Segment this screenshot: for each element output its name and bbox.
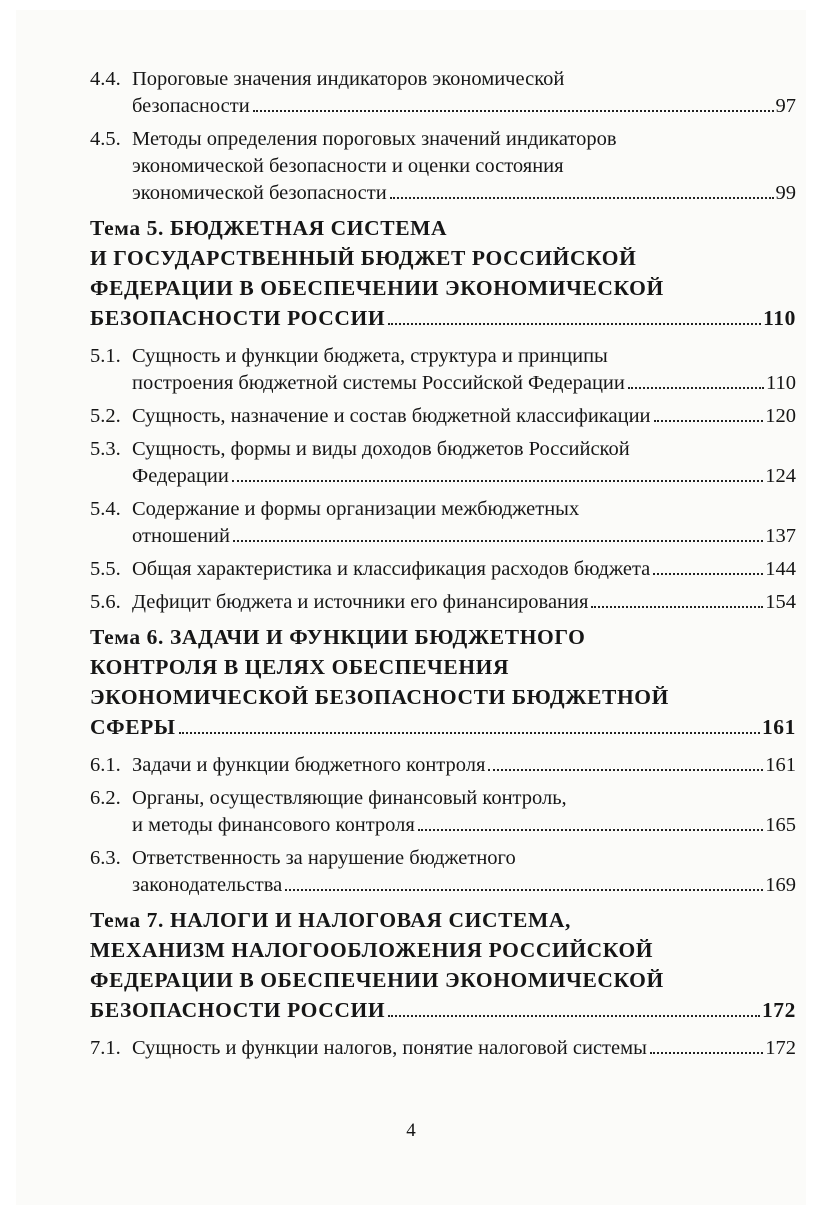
section-number: 5.3. xyxy=(90,438,121,460)
toc-topic xyxy=(90,905,796,1025)
section-title-text: и методы финансового контроля xyxy=(132,814,415,836)
toc-line xyxy=(90,343,796,370)
section-number: 6.2. xyxy=(90,787,121,809)
topic-title-text: КОНТРОЛЯ В ЦЕЛЯХ ОБЕСПЕЧЕНИЯ xyxy=(90,655,510,679)
page-ref: 97 xyxy=(775,95,796,117)
topic-title-text: МЕХАНИЗМ НАЛОГООБЛОЖЕНИЯ РОССИЙСКОЙ xyxy=(90,938,654,962)
toc-line xyxy=(90,845,796,872)
toc-subsection xyxy=(90,126,796,207)
toc-line xyxy=(90,556,796,583)
toc-line xyxy=(90,752,796,779)
section-title-text: Общая характеристика и классификация расходов бюджета xyxy=(132,558,651,580)
section-number: 6.1. xyxy=(90,754,121,776)
page-ref: 124 xyxy=(765,465,796,487)
toc-subsection xyxy=(90,556,796,583)
book-page xyxy=(16,10,806,1205)
section-title-text: экономической безопасности xyxy=(132,182,387,204)
dot-leader xyxy=(388,1015,760,1017)
dot-leader xyxy=(591,606,763,608)
toc-subsection xyxy=(90,785,796,839)
section-number: 4.5. xyxy=(90,128,121,150)
dot-leader xyxy=(653,573,763,575)
section-number: 5.2. xyxy=(90,405,121,427)
toc-topic xyxy=(90,622,796,742)
toc-line xyxy=(90,785,796,812)
section-number: 6.3. xyxy=(90,847,121,869)
section-title-text: Содержание и формы организации межбюджетных xyxy=(132,498,580,520)
toc-subsection xyxy=(90,589,796,616)
section-title-text: законодательства xyxy=(132,874,283,896)
section-title-text: Пороговые значения индикаторов экономической xyxy=(132,68,565,90)
section-title-text: Сущность и функции бюджета, структура и принципы xyxy=(132,345,608,367)
topic-title-text: БЕЗОПАСНОСТИ РОССИИ xyxy=(90,306,386,330)
topic-title-text: И ГОСУДАРСТВЕННЫЙ БЮДЖЕТ РОССИЙСКОЙ xyxy=(90,246,637,270)
section-number: 7.1. xyxy=(90,1037,121,1059)
toc-line xyxy=(90,213,796,243)
toc-line xyxy=(90,370,796,397)
topic-title-text: Тема 5. БЮДЖЕТНАЯ СИСТЕМА xyxy=(90,216,448,240)
toc-line xyxy=(90,589,796,616)
section-number: 5.6. xyxy=(90,591,121,613)
topic-title-text: ФЕДЕРАЦИИ В ОБЕСПЕЧЕНИИ ЭКОНОМИЧЕСКОЙ xyxy=(90,276,664,300)
toc-line xyxy=(90,622,796,652)
toc-line xyxy=(90,403,796,430)
toc-subsection xyxy=(90,752,796,779)
toc-line xyxy=(90,93,796,120)
section-title-text: Задачи и функции бюджетного контроля xyxy=(132,754,486,776)
topic-title-text: Тема 6. ЗАДАЧИ И ФУНКЦИИ БЮДЖЕТНОГО xyxy=(90,625,586,649)
toc-line xyxy=(90,682,796,712)
dot-leader xyxy=(488,769,763,771)
toc-line xyxy=(90,652,796,682)
section-title-text: Сущность, формы и виды доходов бюджетов Российской xyxy=(132,438,630,460)
page-ref: 144 xyxy=(765,558,796,580)
section-number: 5.5. xyxy=(90,558,121,580)
toc-line xyxy=(90,523,796,550)
toc-line xyxy=(90,303,796,333)
page-ref: 172 xyxy=(761,998,796,1022)
page-ref: 110 xyxy=(763,306,796,330)
toc-line xyxy=(90,243,796,273)
page-ref: 172 xyxy=(765,1037,796,1059)
toc-line xyxy=(90,905,796,935)
toc-line xyxy=(90,496,796,523)
topic-title-text: Тема 7. НАЛОГИ И НАЛОГОВАЯ СИСТЕМА, xyxy=(90,908,571,932)
toc-line xyxy=(90,66,796,93)
section-number: 5.1. xyxy=(90,345,121,367)
dot-leader xyxy=(179,732,760,734)
toc-line xyxy=(90,180,796,207)
toc-subsection xyxy=(90,343,796,397)
toc-line xyxy=(90,812,796,839)
dot-leader xyxy=(233,540,763,542)
page-number: 4 xyxy=(406,1120,416,1141)
topic-title-text: СФЕРЫ xyxy=(90,715,176,739)
page-ref: 120 xyxy=(765,405,796,427)
section-title-text: Органы, осуществляющие финансовый контроль, xyxy=(132,787,567,809)
dot-leader xyxy=(253,110,774,112)
section-title-text: построения бюджетной системы Российской Федерации xyxy=(132,372,625,394)
dot-leader xyxy=(390,197,774,199)
toc-subsection xyxy=(90,436,796,490)
page-ref: 110 xyxy=(766,372,796,394)
toc-subsection xyxy=(90,845,796,899)
toc-line xyxy=(90,712,796,742)
toc-line xyxy=(90,126,796,153)
dot-leader xyxy=(654,420,764,422)
dot-leader xyxy=(418,829,763,831)
dot-leader xyxy=(650,1052,763,1054)
page-ref: 169 xyxy=(765,874,796,896)
toc-line xyxy=(90,153,796,180)
toc-line xyxy=(90,872,796,899)
toc-line xyxy=(90,463,796,490)
section-title-text: Федерации xyxy=(132,465,229,487)
section-title-text: Сущность, назначение и состав бюджетной классификации xyxy=(132,405,651,427)
toc-subsection xyxy=(90,496,796,550)
section-title-text: безопасности xyxy=(132,95,250,117)
section-number: 4.4. xyxy=(90,68,121,90)
topic-title-text: БЕЗОПАСНОСТИ РОССИИ xyxy=(90,998,386,1022)
page-ref: 165 xyxy=(765,814,796,836)
toc-line xyxy=(90,995,796,1025)
topic-title-text: ФЕДЕРАЦИИ В ОБЕСПЕЧЕНИИ ЭКОНОМИЧЕСКОЙ xyxy=(90,968,664,992)
section-title-text: Методы определения пороговых значений индикаторов xyxy=(132,128,617,150)
toc-subsection xyxy=(90,403,796,430)
section-title-text: отношений xyxy=(132,525,230,547)
toc-line xyxy=(90,273,796,303)
dot-leader xyxy=(628,387,764,389)
page-ref: 161 xyxy=(761,715,796,739)
toc-line xyxy=(90,935,796,965)
section-title-text: экономической безопасности и оценки состояния xyxy=(132,155,564,177)
page-ref: 137 xyxy=(765,525,796,547)
dot-leader xyxy=(232,480,763,482)
page-ref: 154 xyxy=(765,591,796,613)
toc-line xyxy=(90,965,796,995)
page-ref: 99 xyxy=(775,182,796,204)
section-title-text: Дефицит бюджета и источники его финансирования xyxy=(132,591,589,613)
topic-title-text: ЭКОНОМИЧЕСКОЙ БЕЗОПАСНОСТИ БЮДЖЕТНОЙ xyxy=(90,685,669,709)
toc-subsection xyxy=(90,1035,796,1062)
page-ref: 161 xyxy=(765,754,796,776)
dot-leader xyxy=(285,889,763,891)
section-number: 5.4. xyxy=(90,498,121,520)
dot-leader xyxy=(388,323,761,325)
table-of-contents xyxy=(90,66,796,1068)
toc-topic xyxy=(90,213,796,333)
section-title-text: Ответственность за нарушение бюджетного xyxy=(132,847,516,869)
toc-line xyxy=(90,436,796,463)
toc-subsection xyxy=(90,66,796,120)
section-title-text: Сущность и функции налогов, понятие налоговой системы xyxy=(132,1037,647,1059)
toc-line xyxy=(90,1035,796,1062)
